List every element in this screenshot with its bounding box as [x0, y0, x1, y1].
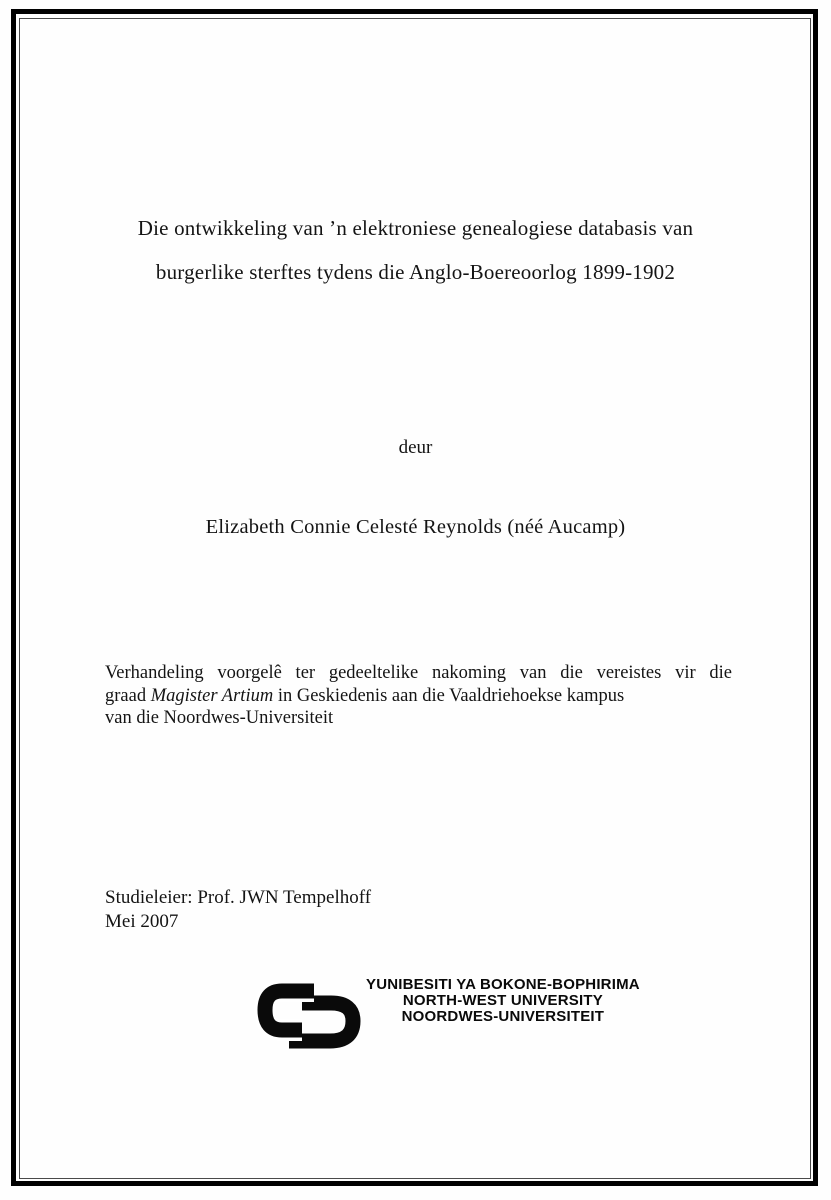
submission-line2	[105, 685, 732, 708]
supervisor-block	[105, 886, 371, 933]
byline: deur	[398, 437, 433, 458]
supervisor-line: Studieleier: Prof. JWN Tempelhoff	[105, 887, 372, 908]
thesis-title-line1: Die ontwikkeling van ’n elektroniese genealogiese databasis van	[137, 216, 694, 240]
submission-line3: van die Noordwes-Universiteit	[105, 708, 334, 728]
interlocking-links-icon	[252, 973, 364, 1051]
degree-name: Magister Artium	[150, 685, 274, 706]
thesis-title	[60, 206, 771, 294]
submission-statement	[105, 662, 732, 730]
date-line: Mei 2007	[105, 910, 179, 932]
thesis-title-line2: burgerlike sterftes tydens die Anglo-Boereoorlog 1899-1902	[155, 260, 676, 284]
logo-text-afrikaans: NOORDWES-UNIVERSITEIT	[401, 1008, 605, 1025]
university-logo-text	[366, 977, 640, 1025]
logo-text-english: NORTH-WEST UNIVERSITY	[402, 992, 603, 1009]
author-name: Elizabeth Connie Celesté Reynolds (néé Aucamp)	[205, 516, 626, 538]
logo-text-setswana: YUNIBESITI YA BOKONE-BOPHIRIMA	[366, 976, 640, 993]
submission-line2-suffix: in Geskiedenis aan die Vaaldriehoekse kampus	[273, 685, 625, 706]
submission-line2-prefix: graad	[105, 685, 151, 706]
submission-line1: Verhandeling voorgelê ter gedeeltelike nakoming van die vereistes vir die	[105, 663, 732, 683]
university-logo	[252, 973, 640, 1051]
